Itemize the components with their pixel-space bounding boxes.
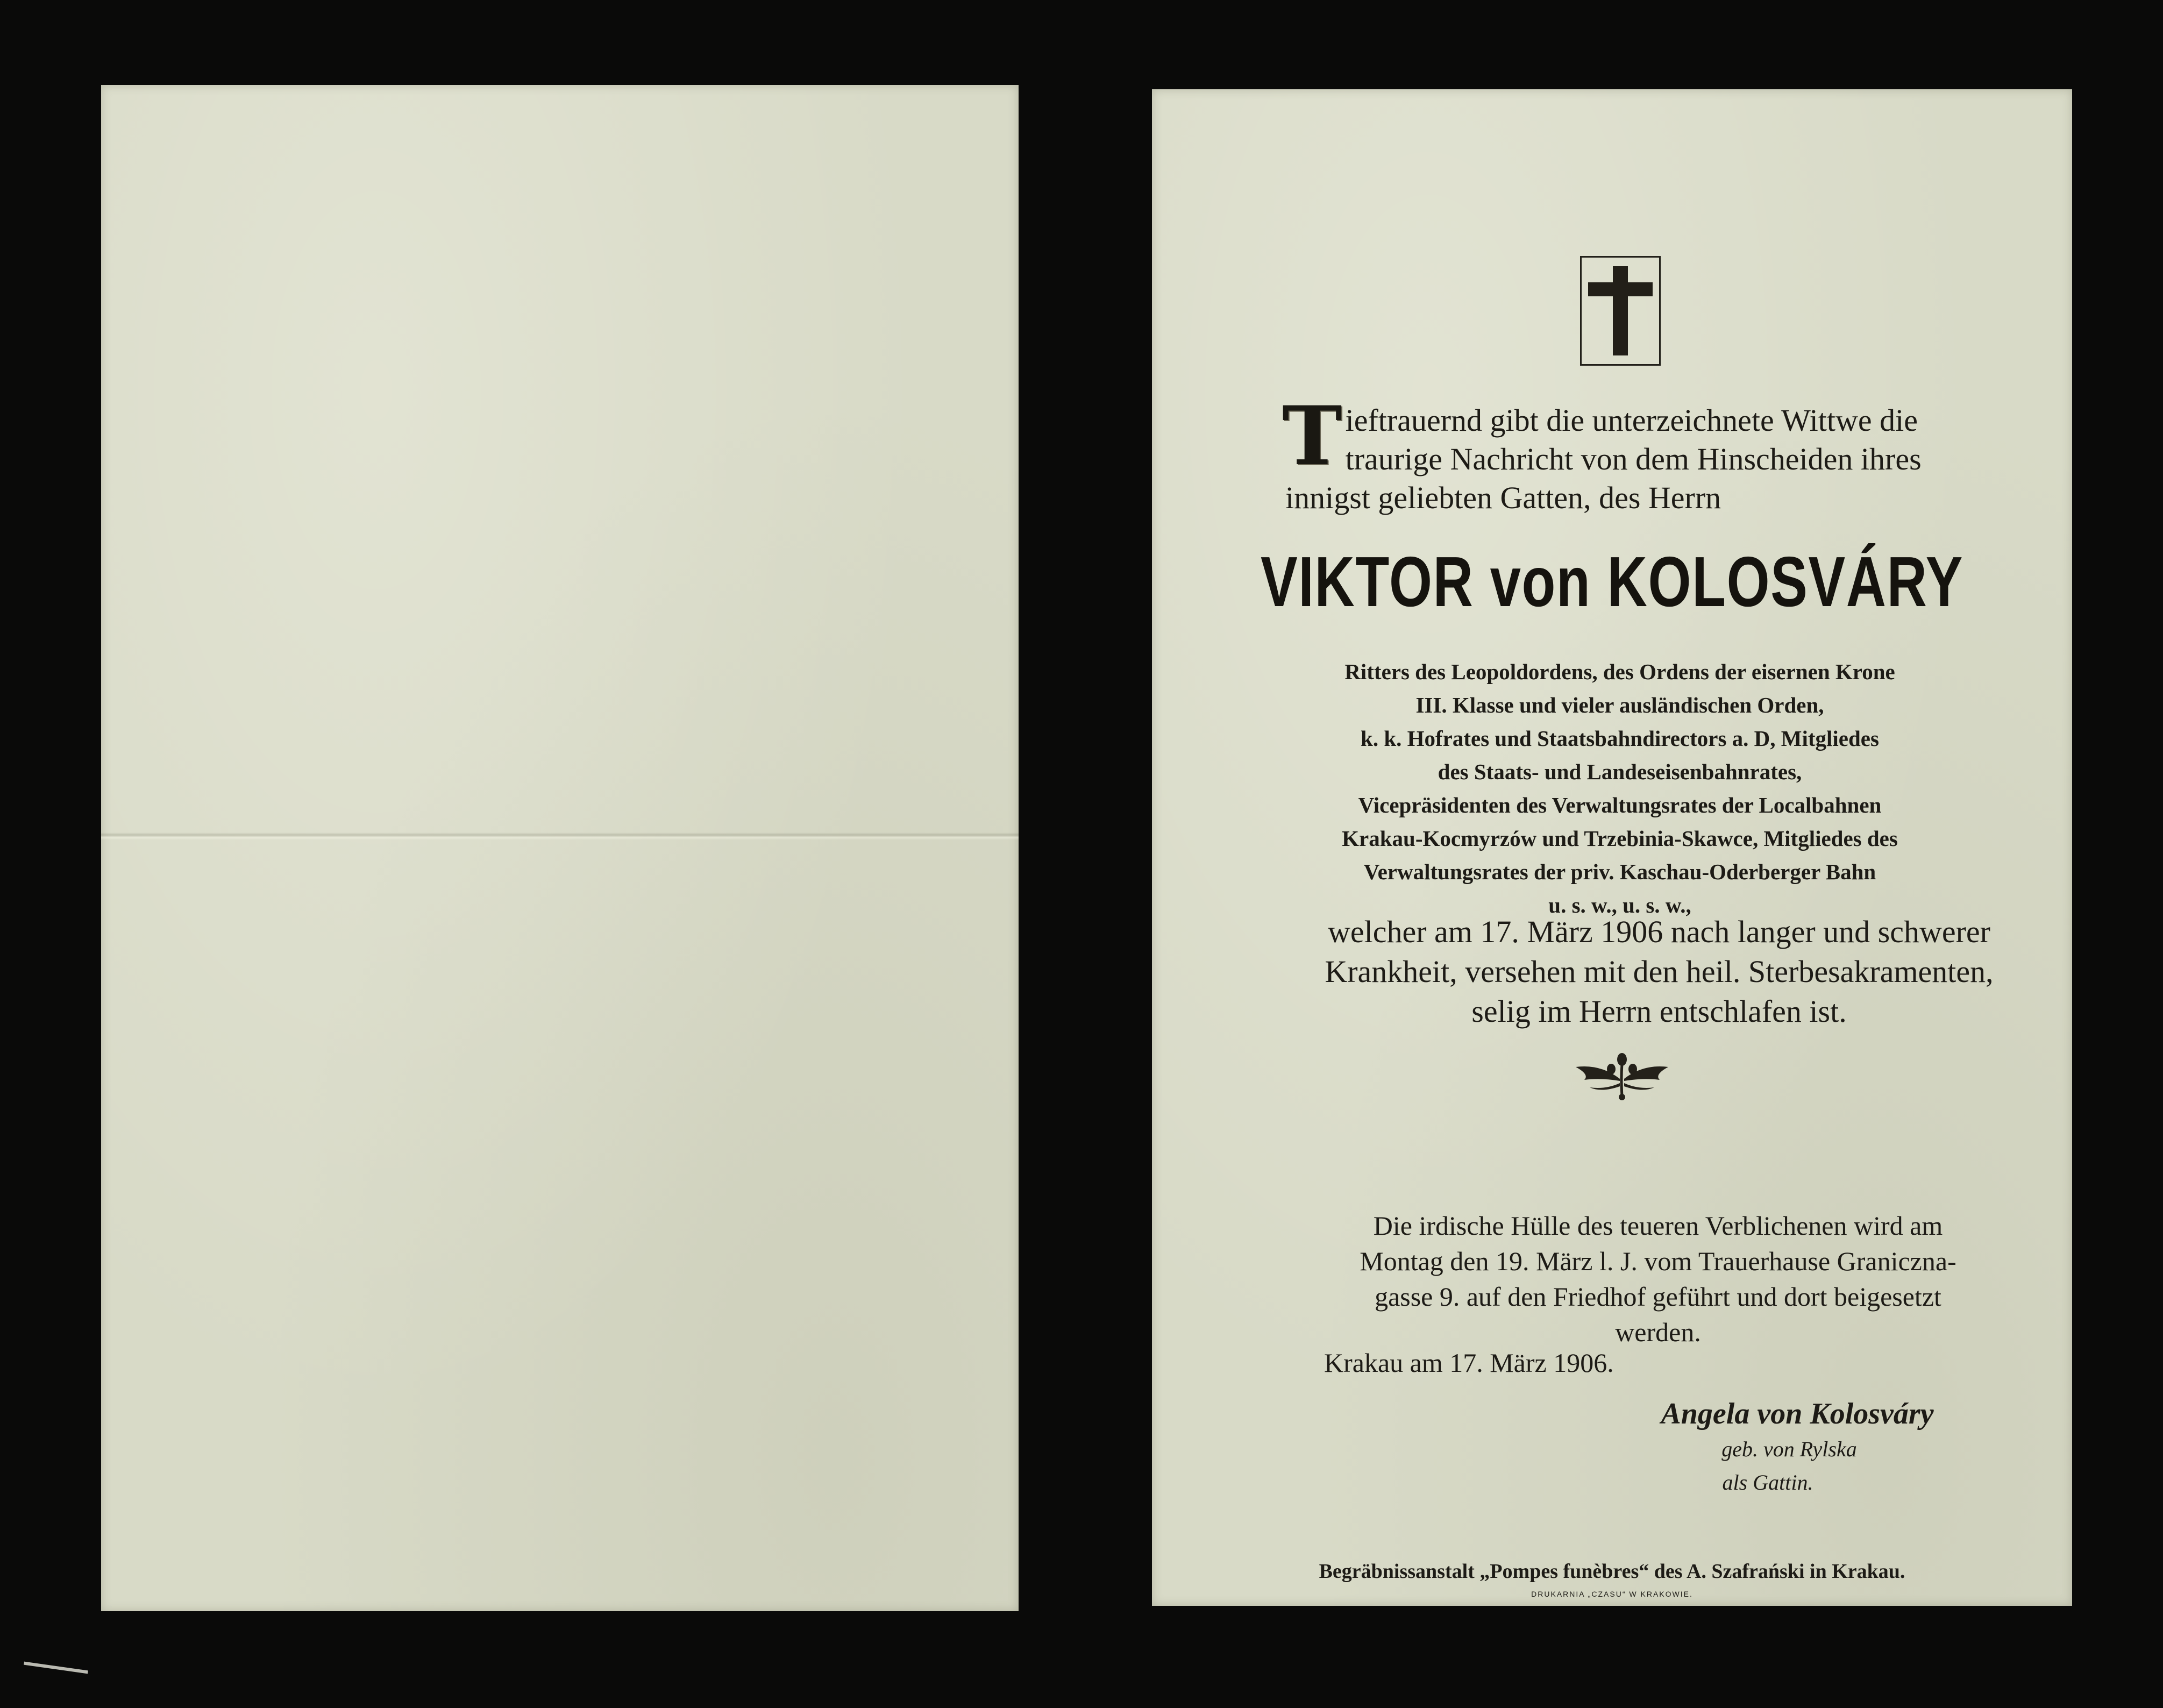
death-line: Krankheit, versehen mit den heil. Sterbesakramenten,: [1325, 954, 1994, 989]
death-notice: [1285, 912, 2033, 1031]
maiden-name: geb. von Rylska: [1721, 1437, 1857, 1461]
honor-line: Krakau-Kocmyrzów und Trzebinia-Skawce, Mitgliedes des: [1342, 826, 1898, 851]
honor-line: Verwaltungsrates der priv. Kaschau-Oderberger Bahn: [1363, 859, 1876, 884]
printer-imprint: DRUKARNIA „CZASU“ W KRAKOWIE.: [1531, 1590, 1693, 1598]
funeral-line: werden.: [1615, 1317, 1701, 1347]
left-blank-page: [101, 85, 1019, 1611]
intro-line: traurige Nachricht von dem Hinscheiden ihres: [1345, 442, 1922, 476]
oak-leaf-ornament-icon: [1568, 1048, 1676, 1104]
relation: als Gattin.: [1722, 1470, 1813, 1494]
honors-list: [1281, 655, 1959, 922]
obituary-card: [1152, 89, 2072, 1606]
honor-line: k. k. Hofrates und Staatsbahndirectors a. D, Mitgliedes: [1361, 726, 1879, 751]
place-and-date: Krakau am 17. März 1906.: [1324, 1348, 1614, 1378]
fold-crease: [101, 832, 1019, 840]
signature-block: [1577, 1395, 1953, 1499]
honor-line: Vicepräsidenten des Verwaltungsrates der Localbahnen: [1358, 793, 1882, 817]
deceased-name: VIKTOR von KOLOSVÁRY: [1261, 542, 1963, 621]
honor-line: u. s. w., u. s. w.,: [1548, 893, 1691, 917]
funeral-line: Die irdische Hülle des teueren Verblichenen wird am: [1373, 1211, 1943, 1241]
cross-icon: [1580, 256, 1661, 366]
funeral-line: Montag den 19. März l. J. vom Trauerhause Graniczna-: [1360, 1246, 1956, 1276]
funeral-line: gasse 9. auf den Friedhof geführt und dort beigesetzt: [1375, 1282, 1941, 1312]
honor-line: Ritters des Leopoldordens, des Ordens der eisernen Krone: [1344, 659, 1895, 684]
honor-line: III. Klasse und vieler ausländischen Orden,: [1415, 693, 1824, 717]
funeral-notice: [1284, 1208, 2032, 1350]
widow-name: Angela von Kolosváry: [1661, 1397, 1934, 1431]
intro-line: innigst geliebten Gatten, des Herrn: [1285, 480, 1721, 515]
intro-paragraph: [1282, 389, 2038, 517]
death-line: selig im Herrn entschlafen ist.: [1471, 994, 1847, 1029]
scan-edge-mark: [24, 1662, 88, 1674]
decorative-initial: T: [1282, 389, 1342, 483]
intro-line: ieftrauernd gibt die unterzeichnete Wittwe die: [1345, 403, 1918, 438]
undertaker-imprint: Begräbnissanstalt „Pompes funèbres“ des A. Szafrański in Krakau.: [1319, 1560, 1905, 1583]
death-line: welcher am 17. März 1906 nach langer und schwerer: [1328, 914, 1990, 949]
honor-line: des Staats- und Landeseisenbahnrates,: [1438, 759, 1802, 784]
